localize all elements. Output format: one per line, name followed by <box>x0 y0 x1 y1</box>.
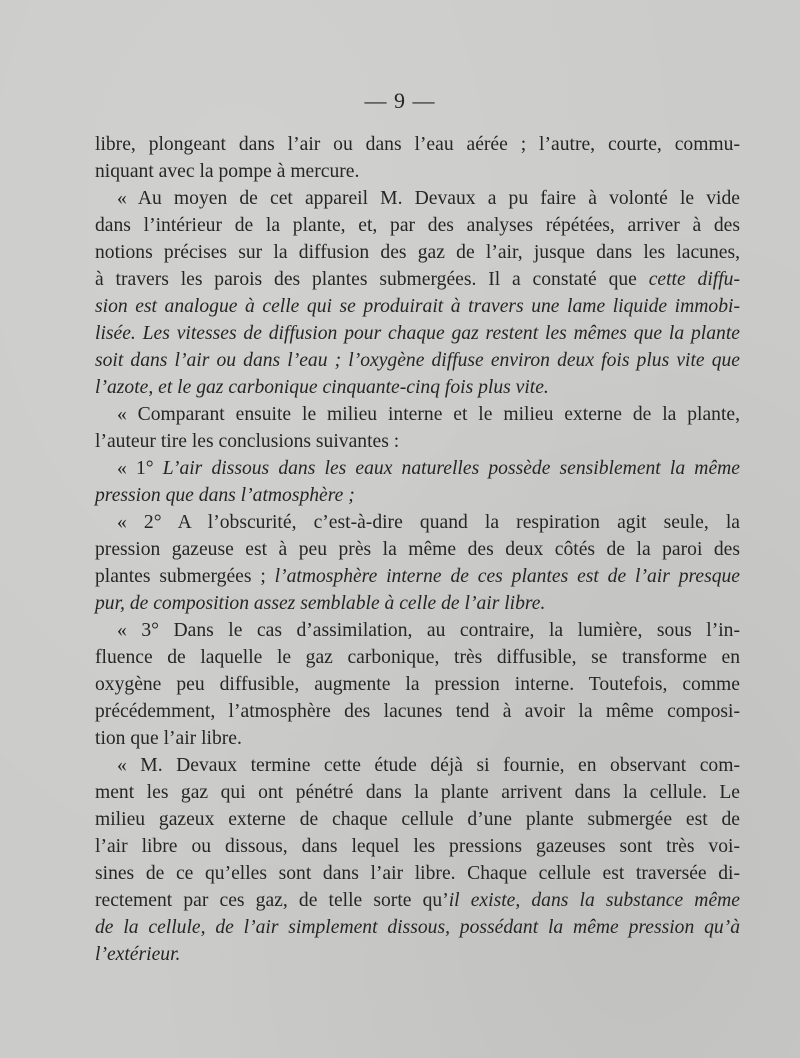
text-line: l’auteur tire les conclusions suivantes : <box>95 431 400 452</box>
italic-text: soit dans l’air ou dans l’eau ; l’oxygène diffuse environ deux fois plus vite que <box>95 350 740 371</box>
text-line <box>95 374 740 401</box>
roman-text: plantes submergées ; <box>95 566 275 587</box>
italic-text: lisée. Les vitesses de diffusion pour chaque gaz restent les mêmes que la plante <box>95 323 740 344</box>
italic-text: de la cellule, de l’air simplement dissous, possédant la même pression qu’à <box>95 917 740 938</box>
italic-text: il existe, dans la substance même <box>448 890 740 911</box>
text-line: libre, plongeant dans l’air ou dans l’eau aérée ; l’autre, courte, commu- <box>95 134 740 155</box>
text-line: tion que l’air libre. <box>95 728 242 749</box>
roman-text: « 1° <box>117 458 163 479</box>
italic-text: pression que dans l’atmosphère ; <box>95 485 355 506</box>
text-line: l’air libre ou dissous, dans lequel les pressions gazeuses sont très voi- <box>95 836 740 857</box>
text-line: dans l’intérieur de la plante, et, par des analyses répétées, arriver à des <box>95 215 740 236</box>
text-line: « Comparant ensuite le milieu interne et le milieu externe de la plante, <box>117 404 740 425</box>
text-line <box>95 941 740 968</box>
text-line: oxygène peu diffusible, augmente la pression interne. Toutefois, comme <box>95 674 740 695</box>
text-line: notions précises sur la diffusion des gaz de l’air, jusque dans les lacunes, <box>95 242 740 263</box>
text-line: pression gazeuse est à peu près la même des deux côtés de la paroi des <box>95 539 740 560</box>
text-line: milieu gazeux externe de chaque cellule d’une plante submergée est de <box>95 809 740 830</box>
italic-text: l’atmosphère interne de ces plantes est de l’air presque <box>274 566 740 587</box>
body-text <box>95 131 740 968</box>
text-line <box>95 320 740 347</box>
text-line: « 3° Dans le cas d’assimilation, au contraire, la lumière, sous l’in- <box>117 620 740 641</box>
text-line: « 2° A l’obscurité, c’est-à-dire quand la respiration agit seule, la <box>117 512 740 533</box>
text-line: fluence de laquelle le gaz carbonique, très diffusible, se transforme en <box>95 647 740 668</box>
text-line <box>95 347 740 374</box>
italic-text: l’extérieur. <box>95 944 181 965</box>
text-line <box>95 455 740 482</box>
text-line <box>95 266 740 293</box>
text-line <box>95 563 740 590</box>
roman-text: rectement par ces gaz, de telle sorte qu’ <box>95 890 449 911</box>
text-line: ment les gaz qui ont pénétré dans la plante arrivent dans la cellule. Le <box>95 782 740 803</box>
text-line: « M. Devaux termine cette étude déjà si fournie, en observant com- <box>117 755 740 776</box>
text-line <box>95 482 740 509</box>
text-line: précédemment, l’atmosphère des lacunes tend à avoir la même composi- <box>95 701 740 722</box>
page-number: — 9 — <box>364 88 436 113</box>
text-line: sines de ce qu’elles sont dans l’air libre. Chaque cellule est traversée di- <box>95 863 740 884</box>
text-line <box>95 590 740 617</box>
text-line <box>95 293 740 320</box>
italic-text: sion est analogue à celle qui se produirait à travers une lame liquide immobi- <box>95 296 740 317</box>
text-line <box>95 887 740 914</box>
italic-text: l’azote, et le gaz carbonique cinquante-cinq fois plus vite. <box>95 377 549 398</box>
italic-text: L’air dissous dans les eaux naturelles possède sensiblement la même <box>162 458 740 479</box>
italic-text: cette diffu- <box>648 269 740 290</box>
text-line: « Au moyen de cet appareil M. Devaux a pu faire à volonté le vide <box>117 188 740 209</box>
italic-text: pur, de composition assez semblable à celle de l’air libre. <box>95 593 546 614</box>
text-line: niquant avec la pompe à mercure. <box>95 161 360 182</box>
roman-text: à travers les parois des plantes submergées. Il a constaté que <box>95 269 649 290</box>
text-line <box>95 914 740 941</box>
